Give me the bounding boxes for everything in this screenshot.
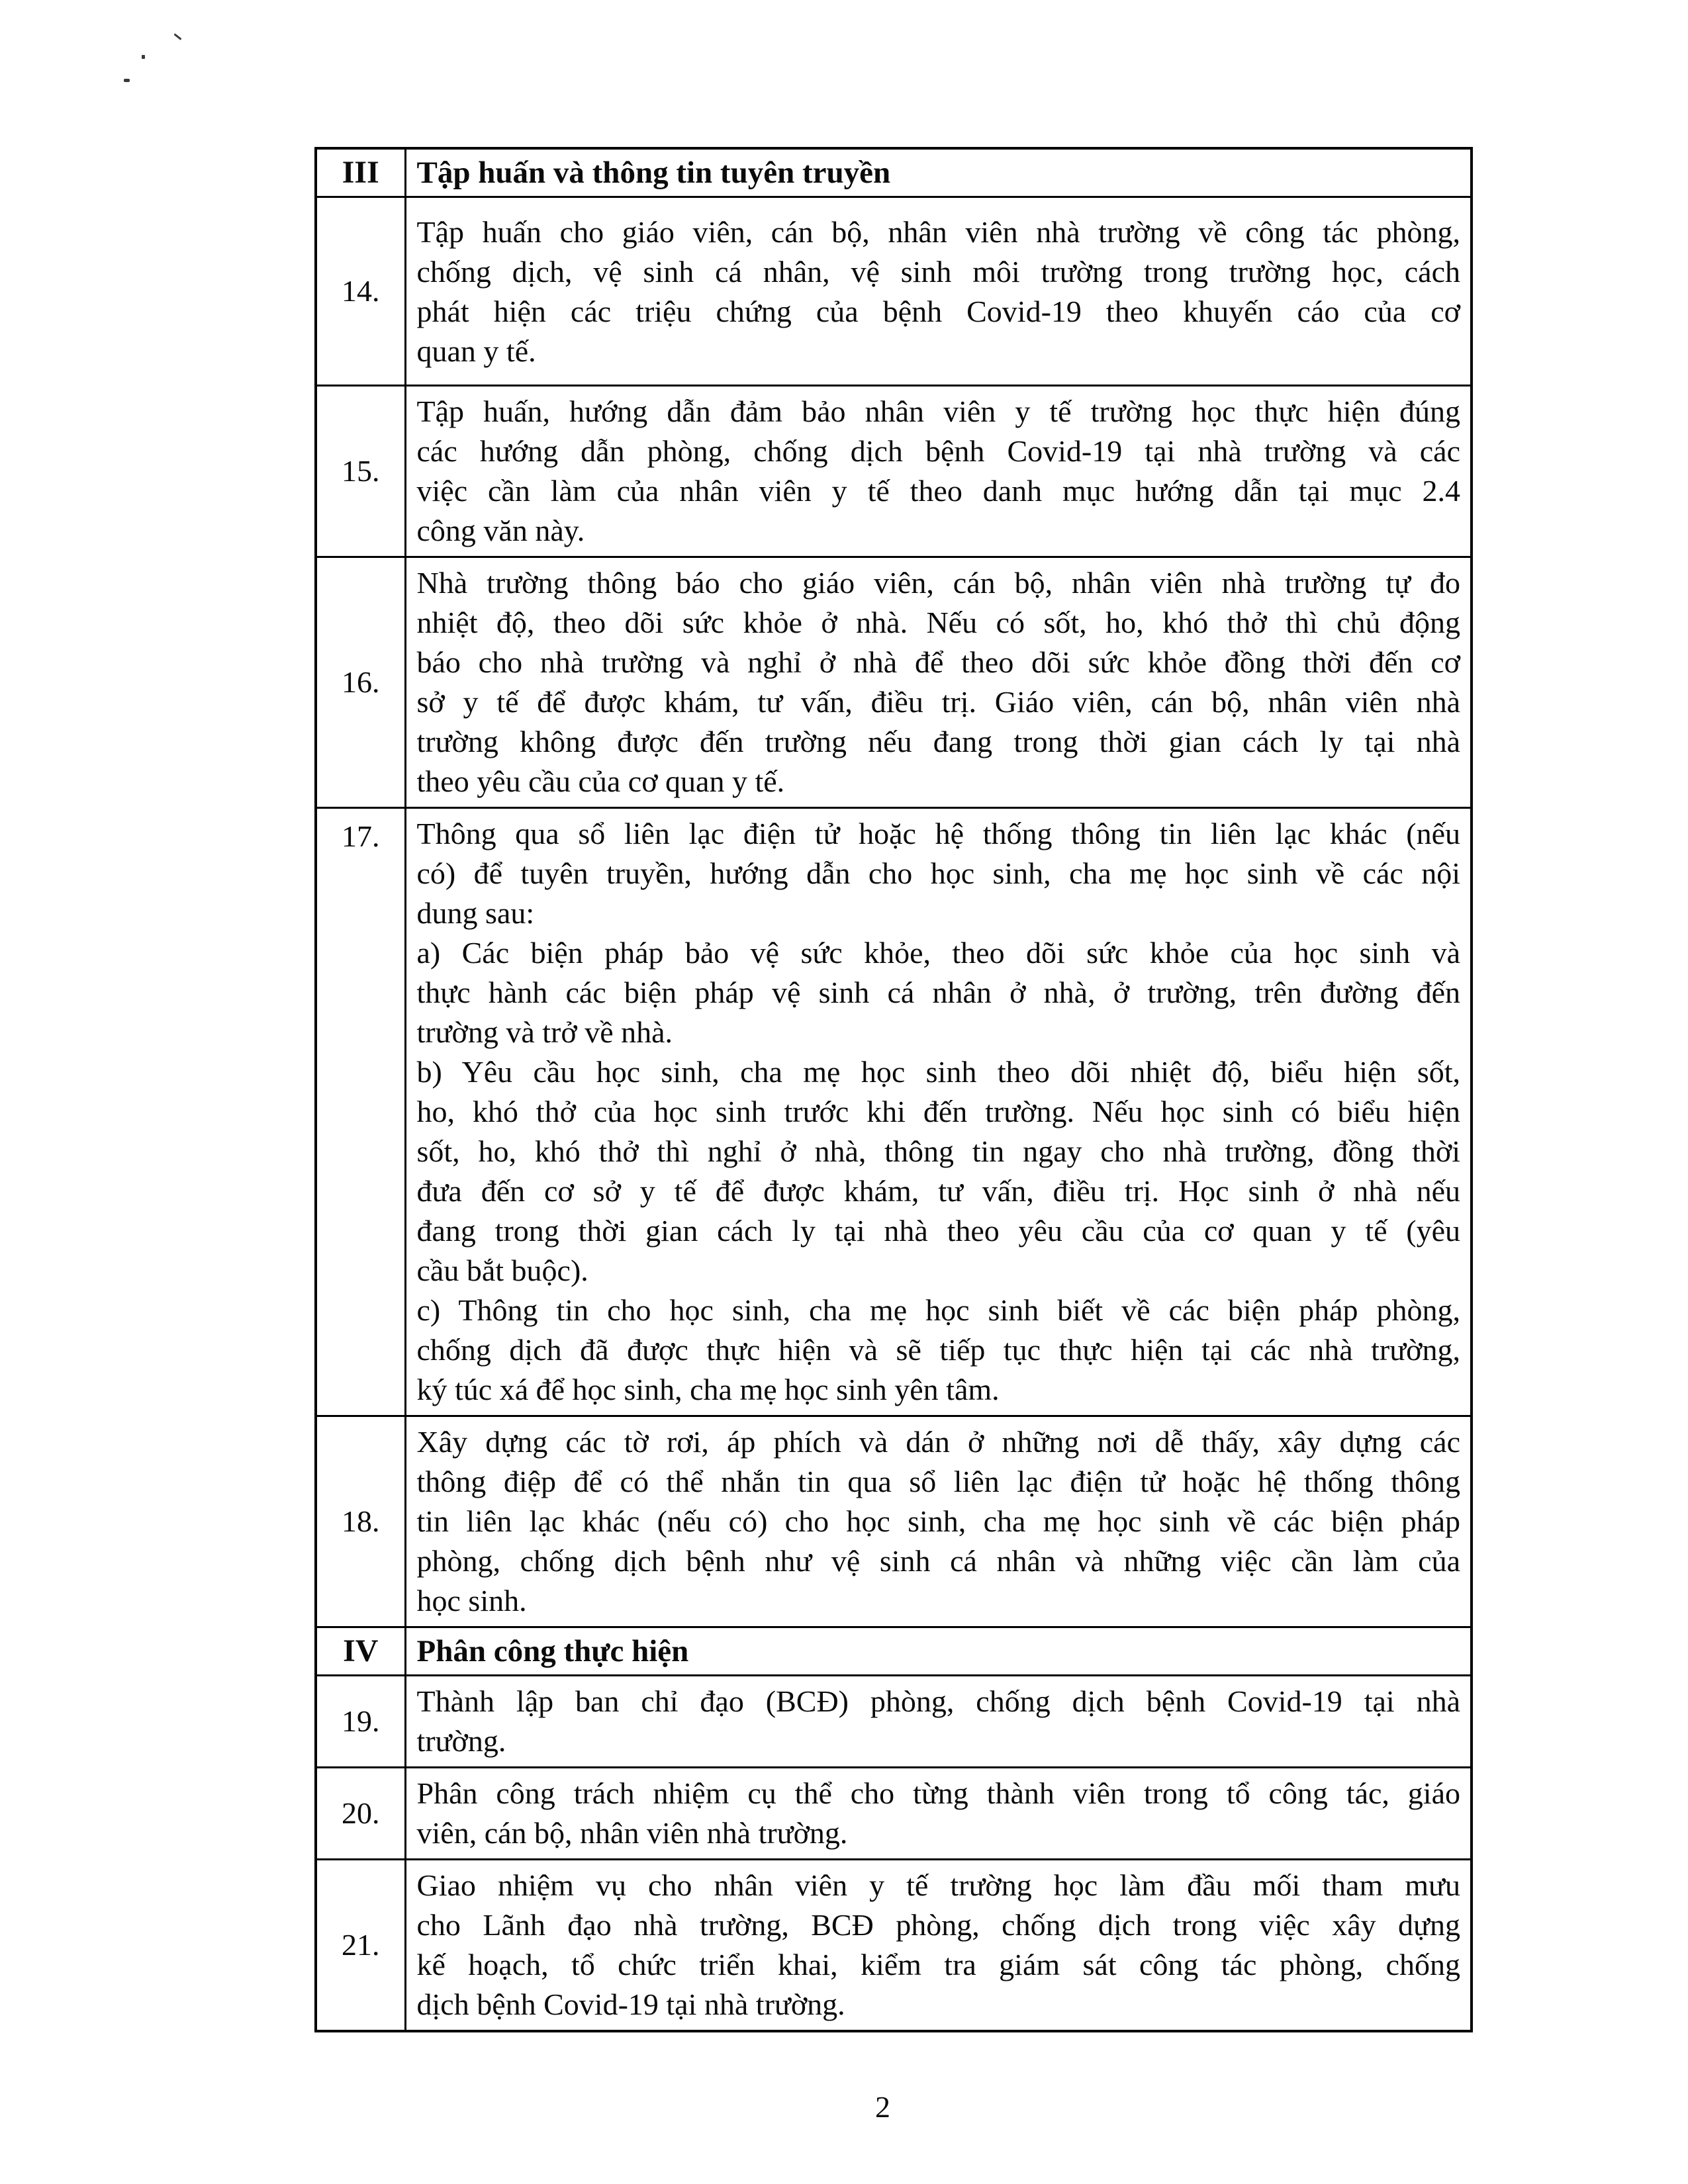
page-number: 2 — [875, 2090, 890, 2124]
text-line: kế hoạch, tổ chức triển khai, kiểm tra giám sát công tác phòng, chống — [416, 1948, 1460, 1981]
text-line: theo yêu cầu của cơ quan y tế. — [416, 764, 785, 798]
text-line: học sinh. — [416, 1584, 527, 1617]
item-row — [316, 1676, 1472, 1768]
text-line: Xây dựng các tờ rơi, áp phích và dán ở những nơi dễ thấy, xây dựng các — [416, 1425, 1460, 1459]
text-line: sở y tế để được khám, tư vấn, điều trị. Giáo viên, cán bộ, nhân viên nhà — [416, 685, 1460, 719]
text-line: Phân công trách nhiệm cụ thể cho từng thành viên trong tổ công tác, giáo — [416, 1776, 1460, 1810]
scan-speck — [124, 79, 130, 82]
text-line: nhiệt độ, theo dõi sức khỏe ở nhà. Nếu có sốt, ho, khó thở thì chủ động — [416, 606, 1460, 639]
text-line: ho, khó thở của học sinh trước khi đến trường. Nếu học sinh có biểu hiện — [416, 1095, 1460, 1128]
text-line: Nhà trường thông báo cho giáo viên, cán bộ, nhân viên nhà trường tự đo — [416, 566, 1460, 600]
text-line: trường. — [416, 1724, 506, 1758]
item-row — [316, 557, 1472, 808]
section-title: Phân công thực hiện — [405, 1627, 1472, 1676]
text-line: đưa đến cơ sở y tế để được khám, tư vấn, điều trị. Học sinh ở nhà nếu — [416, 1174, 1460, 1208]
row-number-cell: III — [316, 148, 405, 197]
text-line: cầu bắt buộc). — [416, 1253, 588, 1287]
text-line: phát hiện các triệu chứng của bệnh Covid-19 theo khuyến cáo của cơ — [416, 295, 1460, 328]
row-number-cell: 17. — [316, 808, 405, 1416]
section-row — [316, 148, 1472, 197]
text-line: báo cho nhà trường và nghỉ ở nhà để theo dõi sức khỏe đồng thời đến cơ — [416, 645, 1460, 679]
item-text-cell — [405, 197, 1472, 386]
row-number-cell: IV — [316, 1627, 405, 1676]
item-row — [316, 808, 1472, 1416]
item-row — [316, 386, 1472, 557]
scan-speck — [142, 55, 145, 59]
text-line: công văn này. — [416, 514, 585, 547]
text-line: thông điệp để có thể nhắn tin qua sổ liên lạc điện tử hoặc hệ thống thông — [416, 1465, 1460, 1498]
text-line: Tập huấn, hướng dẫn đảm bảo nhân viên y tế trường học thực hiện đúng — [416, 394, 1460, 428]
text-line: Thành lập ban chỉ đạo (BCĐ) phòng, chống dịch bệnh Covid-19 tại nhà — [416, 1684, 1460, 1718]
text-line: Tập huấn cho giáo viên, cán bộ, nhân viên nhà trường về công tác phòng, — [416, 215, 1460, 249]
row-number-cell: 15. — [316, 386, 405, 557]
item-text-cell — [405, 1860, 1472, 2032]
section-title: Tập huấn và thông tin tuyên truyền — [405, 148, 1472, 197]
text-line: việc cần làm của nhân viên y tế theo danh mục hướng dẫn tại mục 2.4 — [416, 474, 1460, 508]
text-line: chống dịch, vệ sinh cá nhân, vệ sinh môi trường trong trường học, cách — [416, 255, 1460, 289]
text-line: c) Thông tin cho học sinh, cha mẹ học sinh biết về các biện pháp phòng, — [416, 1293, 1460, 1327]
item-text-cell — [405, 808, 1472, 1416]
text-line: dịch bệnh Covid-19 tại nhà trường. — [416, 1987, 845, 2021]
item-row — [316, 1768, 1472, 1860]
text-line: chống dịch đã được thực hiện và sẽ tiếp tục thực hiện tại các nhà trường, — [416, 1333, 1460, 1367]
text-line: quan y tế. — [416, 334, 536, 368]
item-text-cell — [405, 1416, 1472, 1627]
item-text-cell — [405, 386, 1472, 557]
item-text-cell — [405, 1768, 1472, 1860]
text-line: trường và trở về nhà. — [416, 1015, 673, 1049]
text-line: Giao nhiệm vụ cho nhân viên y tế trường học làm đầu mối tham mưu — [416, 1868, 1460, 1902]
scan-speck — [173, 33, 181, 40]
text-line: thực hành các biện pháp vệ sinh cá nhân ở nhà, ở trường, trên đường đến — [416, 976, 1460, 1009]
section-row — [316, 1627, 1472, 1676]
text-line: a) Các biện pháp bảo vệ sức khỏe, theo dõi sức khỏe của học sinh và — [416, 936, 1460, 970]
row-number-cell: 14. — [316, 197, 405, 386]
text-line: viên, cán bộ, nhân viên nhà trường. — [416, 1816, 848, 1850]
text-line: ký túc xá để học sinh, cha mẹ học sinh yên tâm. — [416, 1373, 1000, 1406]
row-number-cell: 16. — [316, 557, 405, 808]
item-text-cell — [405, 557, 1472, 808]
text-line: các hướng dẫn phòng, chống dịch bệnh Covid-19 tại nhà trường và các — [416, 434, 1460, 468]
text-line: cho Lãnh đạo nhà trường, BCĐ phòng, chống dịch trong việc xây dựng — [416, 1908, 1460, 1942]
task-table — [314, 147, 1473, 2032]
row-number-cell: 19. — [316, 1676, 405, 1768]
text-line: đang trong thời gian cách ly tại nhà theo yêu cầu của cơ quan y tế (yêu — [416, 1214, 1460, 1248]
text-line: có) để tuyên truyền, hướng dẫn cho học sinh, cha mẹ học sinh về các nội — [416, 856, 1460, 890]
text-line: tin liên lạc khác (nếu có) cho học sinh, cha mẹ học sinh về các biện pháp — [416, 1504, 1460, 1538]
text-line: phòng, chống dịch bệnh như vệ sinh cá nhân và những việc cần làm của — [416, 1544, 1460, 1578]
item-text-cell — [405, 1676, 1472, 1768]
row-number-cell: 18. — [316, 1416, 405, 1627]
text-line: sốt, ho, khó thở thì nghỉ ở nhà, thông tin ngay cho nhà trường, đồng thời — [416, 1134, 1460, 1168]
row-number-cell: 20. — [316, 1768, 405, 1860]
text-line: trường không được đến trường nếu đang trong thời gian cách ly tại nhà — [416, 725, 1460, 758]
item-row — [316, 197, 1472, 386]
text-line: Thông qua sổ liên lạc điện tử hoặc hệ thống thông tin liên lạc khác (nếu — [416, 817, 1460, 850]
item-row — [316, 1416, 1472, 1627]
row-number-cell: 21. — [316, 1860, 405, 2032]
text-line: dung sau: — [416, 896, 535, 930]
text-line: b) Yêu cầu học sinh, cha mẹ học sinh theo dõi nhiệt độ, biểu hiện sốt, — [416, 1055, 1460, 1089]
item-row — [316, 1860, 1472, 2032]
